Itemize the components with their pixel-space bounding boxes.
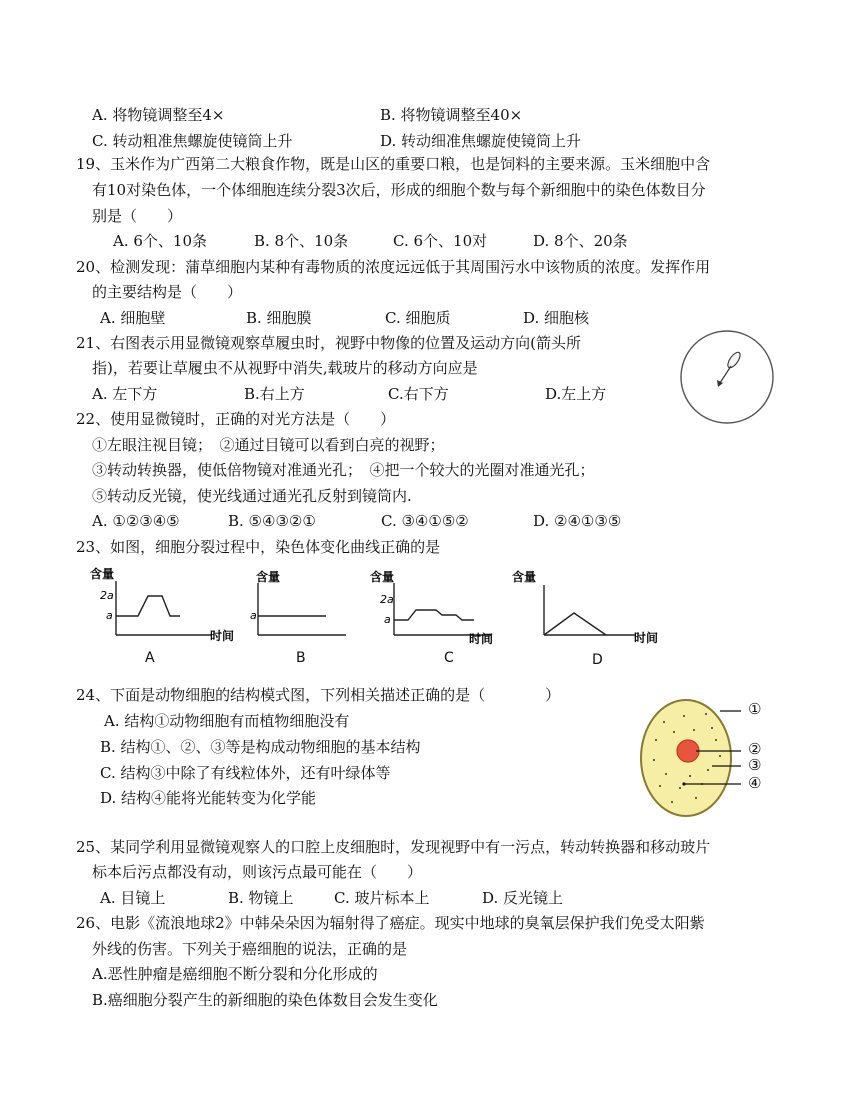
q24-option-a: A. 结构①动物细胞有而植物细胞没有: [104, 712, 350, 730]
cell-nucleus: [677, 740, 699, 762]
graph-a-mark-2a: 2a: [100, 589, 114, 602]
q22-option-a: A. ①②③④⑤: [92, 512, 180, 530]
cell-label-4: ④: [748, 774, 762, 792]
q20-option-b: B. 细胞膜: [246, 309, 312, 327]
q20-option-c: C. 细胞质: [385, 309, 451, 327]
graph-a-ylabel: 含量: [90, 567, 115, 581]
q20-option-d: D. 细胞核: [523, 309, 590, 327]
microscope-field-diagram: [672, 327, 782, 427]
q18-option-b: B. 将物镜调整至40×: [380, 106, 523, 124]
graph-a: [86, 565, 236, 645]
graph-b-caption: B: [296, 650, 306, 666]
graph-c-mark-a: a: [384, 613, 391, 626]
q19-option-a: A. 6个、10条: [113, 232, 207, 250]
field-of-view-circle: [681, 331, 773, 423]
q26-option-a: A.恶性肿瘤是癌细胞不断分裂和分化形成的: [92, 965, 378, 983]
q25-option-b: B. 物镜上: [228, 889, 294, 907]
cell-label-3: ③: [748, 756, 762, 774]
graph-a-mark-a: a: [106, 609, 113, 622]
q19-stem-line1: 19、玉米作为广西第二大粮食作物，既是山区的重要口粮，也是饲料的主要来源。玉米细胞中含: [76, 155, 711, 173]
q26-option-b: B.癌细胞分裂产生的新细胞的染色体数目会发生变化: [92, 991, 438, 1009]
q19-option-b: B. 8个、10条: [254, 232, 349, 250]
graph-c-ylabel: 含量: [370, 570, 395, 584]
q26-stem-line1: 26、电影《流浪地球2》中韩朵朵因为辐射得了癌症。现实中地球的臭氧层保护我们免受太阳紫: [76, 914, 705, 932]
graph-c-curve: [394, 610, 474, 620]
q18-option-d: D. 转动细准焦螺旋使镜筒上升: [380, 132, 582, 150]
q22-stem-line1: 22、使用显微镜时，正确的对光方法是（ ）: [76, 410, 396, 428]
graph-b-mark-a: a: [250, 609, 257, 622]
q19-option-d: D. 8个、20条: [533, 232, 628, 250]
q19-option-c: C. 6个、10对: [393, 232, 488, 250]
q25-option-a: A. 目镜上: [100, 889, 166, 907]
q22-stem-line3: ③转动转换器，使低倍物镜对准通光孔； ④把一个较大的光圈对准通光孔；: [92, 461, 595, 479]
q20-option-a: A. 细胞壁: [100, 309, 166, 327]
q24-option-c: C. 结构③中除了有线粒体外，还有叶绿体等: [100, 764, 391, 782]
q21-option-b: B.右上方: [244, 385, 305, 403]
graph-b-ylabel: 含量: [256, 570, 281, 584]
q18-option-c: C. 转动粗准焦螺旋使镜筒上升: [92, 132, 293, 150]
q22-stem-line2: ①左眼注视目镜； ②通过目镜可以看到白亮的视野；: [92, 436, 445, 454]
graph-c: [366, 565, 516, 645]
graph-d-xlabel: 时间: [634, 631, 659, 645]
graph-b: [236, 565, 366, 645]
q23-stem-line1: 23、如图，细胞分裂过程中，染色体变化曲线正确的是: [76, 538, 441, 556]
q19-stem-line2: 有10对染色体，一个体细胞连续分裂3次后，形成的细胞个数与每个新细胞中的染色体数目分: [92, 181, 706, 199]
graph-d-caption: D: [592, 652, 603, 668]
graph-a-xlabel: 时间: [210, 629, 235, 643]
graph-d-curve: [544, 613, 606, 635]
q22-option-b: B. ⑤④③②①: [228, 512, 316, 530]
graph-a-caption: A: [145, 650, 155, 666]
q22-option-c: C. ③④①⑤②: [381, 512, 469, 530]
q22-stem-line4: ⑤转动反光镜，使光线通过通光孔反射到镜筒内.: [92, 487, 412, 505]
q25-option-c: C. 玻片标本上: [334, 889, 430, 907]
graph-a-curve: [116, 596, 180, 616]
q18-option-a: A. 将物镜调整至4×: [92, 106, 225, 124]
q25-option-d: D. 反光镜上: [482, 889, 564, 907]
graph-c-mark-2a: 2a: [380, 593, 394, 606]
graph-d-ylabel: 含量: [512, 570, 537, 584]
q21-stem-line1: 21、右图表示用显微镜观察草履虫时，视野中物像的位置及运动方向(箭头所: [76, 334, 581, 352]
q24-stem-line1: 24、下面是动物细胞的结构模式图，下列相关描述正确的是（ ）: [76, 686, 561, 704]
q24-option-d: D. 结构④能将光能转变为化学能: [100, 789, 317, 807]
q21-stem-line2: 指)，若要让草履虫不从视野中消失,载玻片的移动方向应是: [92, 359, 478, 377]
q21-option-a: A. 左下方: [92, 385, 158, 403]
q24-option-b: B. 结构①、②、③等是构成动物细胞的基本结构: [100, 738, 421, 756]
q25-stem-line2: 标本后污点都没有动，则该污点最可能在（ ）: [92, 863, 423, 881]
cell-label-2: ②: [748, 740, 762, 758]
q22-option-d: D. ②④①③⑤: [533, 512, 622, 530]
q21-option-c: C.右下方: [388, 385, 449, 403]
cell-label-1: ①: [748, 700, 762, 718]
q20-stem-line2: 的主要结构是（ ）: [92, 283, 243, 301]
graph-d: [508, 565, 668, 645]
q21-option-d: D.左上方: [545, 385, 607, 403]
q20-stem-line1: 20、检测发现：蒲草细胞内某种有毒物质的浓度远远低于其周围污水中该物质的浓度。发挥作用: [76, 258, 711, 276]
q26-stem-line2: 外线的伤害。下列关于癌细胞的说法，正确的是: [92, 940, 408, 958]
q19-stem-line3: 别是（ ）: [92, 207, 183, 225]
q25-stem-line1: 25、某同学利用显微镜观察人的口腔上皮细胞时，发现视野中有一污点，转动转换器和移动玻片: [76, 838, 711, 856]
graph-c-caption: C: [444, 650, 454, 666]
graph-c-xlabel: 时间: [469, 632, 494, 645]
